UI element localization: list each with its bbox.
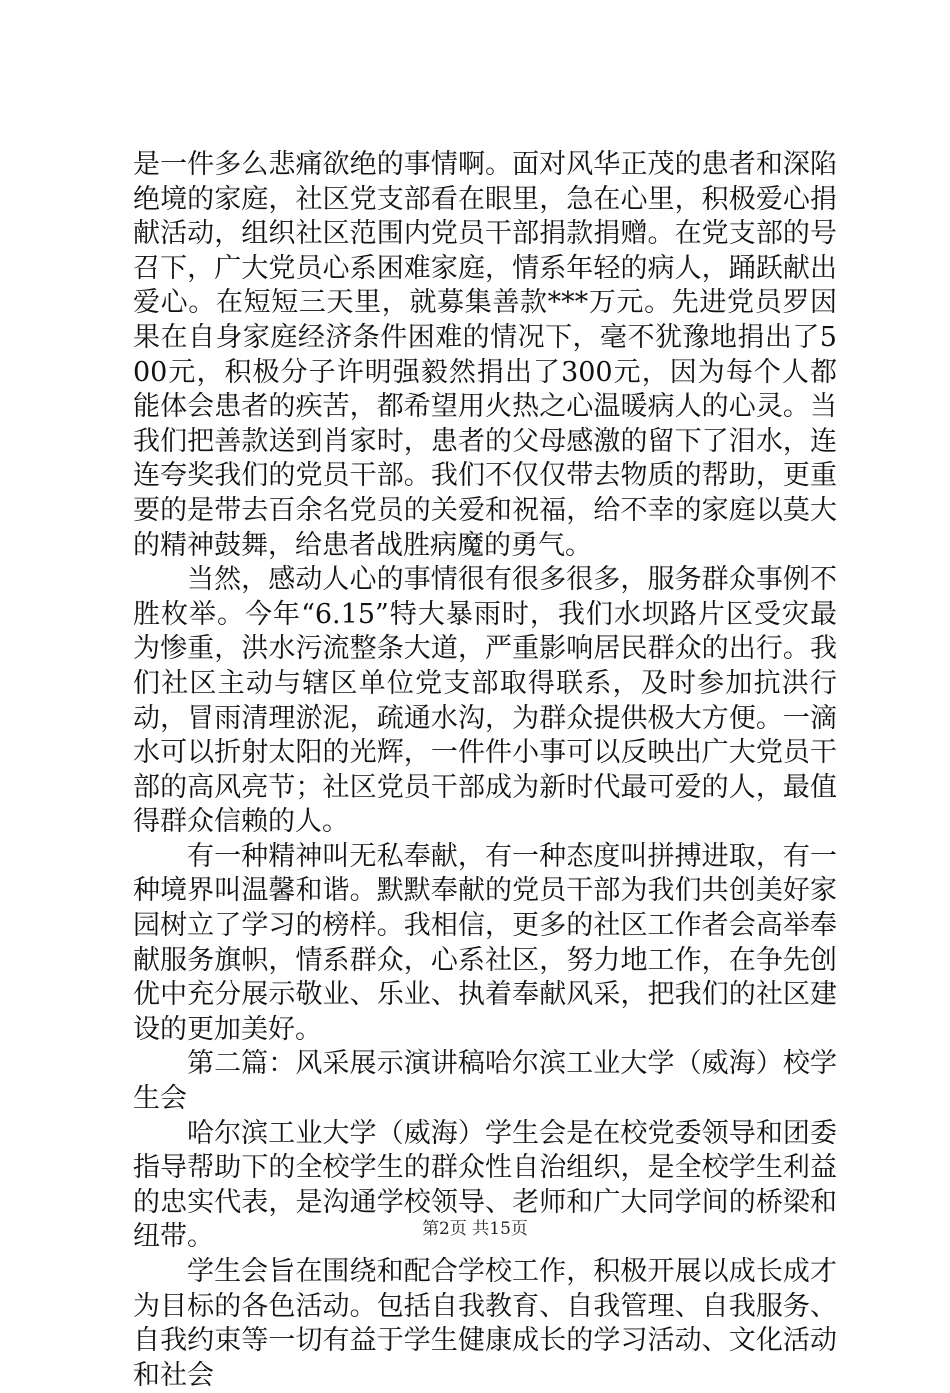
paragraph-2: 当然，感动人心的事情很有很多很多，服务群众事例不胜枚举。今年“6.15”特大暴雨时，我们水坝路片区受灾最为惨重，洪水污流整条大道，严重影响居民群众的出行。我们社区主动与辖区单位党支部取得联系，及时参加抗洪行动，冒雨清理淤泥，疏通水沟，为群众提供极大方便。一滴水可以折射太阳的光辉，一件件小事可以反映出广大党员干部的高风亮节；社区党员干部成为新时代最可爱的人，最值得群众信赖的人。	[133, 564, 837, 838]
paragraph-4: 哈尔滨工业大学（威海）学生会是在校党委领导和团委指导帮助下的全校学生的群众性自治组织，是全校学生利益的忠实代表，是沟通学校领导、老师和广大同学间的桥梁和纽带。	[133, 1117, 837, 1253]
paragraph-3: 有一种精神叫无私奉献，有一种态度叫拼搏进取，有一种境界叫温馨和谐。默默奉献的党员干部为我们共创美好家园树立了学习的榜样。我相信，更多的社区工作者会高举奉献服务旗帜，情系群众，心系社区，努力地工作，在争先创优中充分展示敬业、乐业、执着奉献风采，把我们的社区建设的更加美好。	[133, 840, 837, 1045]
paragraph-1: 是一件多么悲痛欲绝的事情啊。面对风华正茂的患者和深陷绝境的家庭，社区党支部看在眼里，急在心里，积极爱心捐献活动，组织社区范围内党员干部捐款捐赠。在党支部的号召下，广大党员心系困难家庭，情系年轻的病人，踊跃献出爱心。在短短三天里，就募集善款***万元。先进党员罗因果在自身家庭经济条件困难的情况下，毫不犹豫地捐出了500元，积极分子许明强毅然捐出了300元，因为每个人都能体会患者的疾苦，都希望用火热之心温暖病人的心灵。当我们把善款送到肖家时，患者的父母感激的留下了泪水，连连夸奖我们的党员干部。我们不仅仅带去物质的帮助，更重要的是带去百余名党员的关爱和祝福，给不幸的家庭以莫大的精神鼓舞，给患者战胜病魔的勇气。	[133, 149, 837, 561]
document-body	[133, 148, 837, 1393]
page-footer: 第2页 共15页	[422, 1219, 528, 1239]
section-heading: 第二篇：风采展示演讲稿哈尔滨工业大学（威海）校学生会	[133, 1048, 837, 1115]
paragraph-5: 学生会旨在围绕和配合学校工作，积极开展以成长成才为目标的各色活动。包括自我教育、自我管理、自我服务、自我约束等一切有益于学生健康成长的学习活动、文化活动和社会	[133, 1256, 837, 1391]
